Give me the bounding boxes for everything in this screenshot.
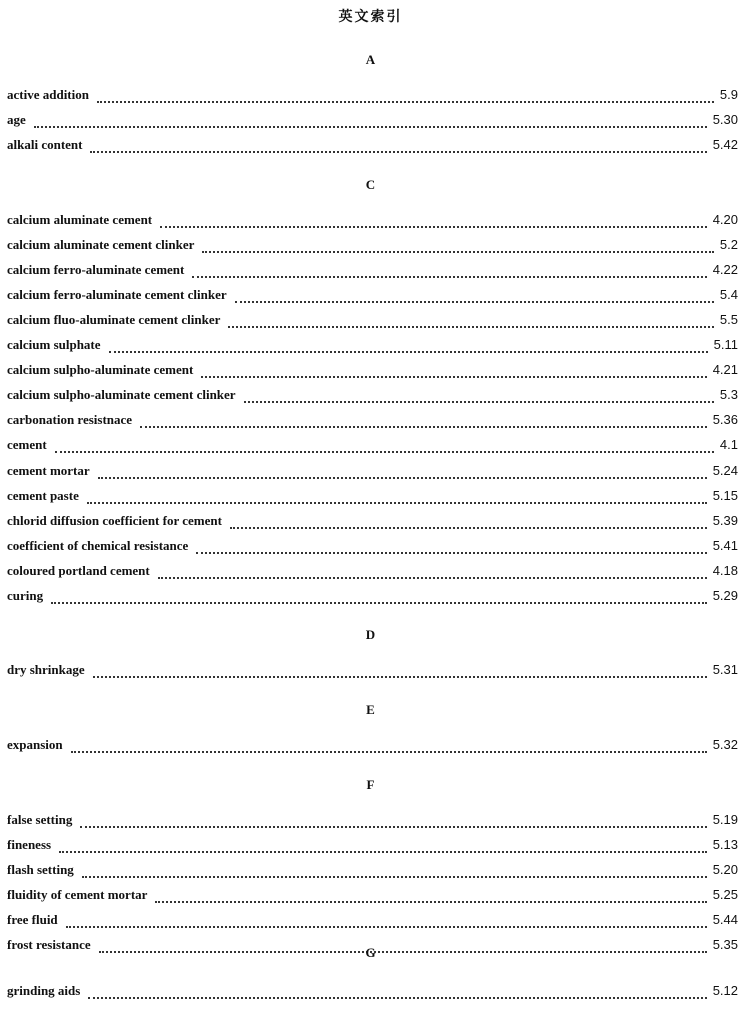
entry-page-number: 5.12 (712, 983, 738, 998)
dot-leader (97, 101, 714, 103)
entry-page-number: 5.19 (712, 812, 738, 827)
index-entry (7, 362, 738, 382)
dot-leader (88, 997, 706, 999)
entry-page-number: 5.9 (719, 87, 738, 102)
entry-term: calcium sulpho-aluminate cement clinker (7, 387, 236, 403)
index-entry (7, 662, 738, 682)
dot-leader (93, 676, 707, 678)
dot-leader (228, 326, 714, 328)
entry-page-number: 5.24 (712, 462, 738, 478)
entry-page-number: 5.11 (713, 337, 738, 353)
index-entry (7, 912, 738, 932)
entry-page-number: 5.15 (712, 487, 738, 503)
dot-leader (158, 577, 707, 579)
dot-leader (235, 301, 714, 303)
entry-term: grinding aids (7, 983, 81, 998)
dot-leader (109, 351, 708, 353)
section-letter-a: A (365, 52, 376, 67)
entry-term: cement (7, 437, 47, 453)
dot-leader (87, 502, 707, 504)
entry-page-number: 5.13 (712, 837, 738, 853)
entry-page-number: 5.36 (712, 412, 738, 428)
index-entry (7, 538, 738, 558)
entry-term: carbonation resistnace (7, 412, 133, 428)
entry-page-number: 5.4 (719, 287, 738, 303)
dot-leader (192, 276, 706, 278)
entry-page-number: 5.25 (712, 887, 738, 903)
entry-term: cement paste (7, 487, 79, 503)
entry-page-number: 5.44 (712, 912, 738, 928)
index-entry (7, 812, 738, 832)
index-entry (7, 862, 738, 882)
index-entry (7, 837, 738, 857)
entry-page-number: 5.31 (712, 662, 738, 677)
entry-page-number: 4.20 (712, 212, 738, 227)
entry-page-number: 5.2 (719, 237, 738, 253)
entry-term: frost resistance (7, 937, 91, 953)
entry-term: calcium fluo-aluminate cement clinker (7, 312, 221, 328)
index-entry (7, 887, 738, 907)
entry-page-number: 5.41 (712, 537, 738, 553)
entry-term: alkali content (7, 137, 83, 153)
dot-leader (66, 926, 707, 928)
dot-leader (160, 226, 707, 228)
entry-term: calcium ferro-aluminate cement (7, 262, 185, 278)
entry-page-number: 5.39 (712, 512, 738, 528)
index-entry (7, 463, 738, 483)
index-entry (7, 212, 738, 232)
index-entry (7, 337, 738, 357)
entry-term: calcium sulpho-aluminate cement (7, 362, 194, 378)
index-entry (7, 262, 738, 282)
entry-term: fineness (7, 837, 52, 853)
entry-page-number: 5.29 (712, 587, 738, 603)
index-entry (7, 488, 738, 508)
dot-leader (82, 876, 707, 878)
entry-term: age (7, 112, 26, 128)
dot-leader (51, 602, 707, 604)
index-entry (7, 287, 738, 307)
index-entry (7, 137, 738, 157)
index-entry (7, 112, 738, 132)
entry-term: cement mortar (7, 462, 90, 478)
entry-term: false setting (7, 812, 73, 827)
index-entry (7, 312, 738, 332)
entry-term: expansion (7, 737, 63, 752)
index-entry (7, 412, 738, 432)
entry-term: calcium aluminate cement clinker (7, 237, 195, 253)
dot-leader (34, 126, 707, 128)
entry-term: flash setting (7, 862, 74, 878)
index-entry (7, 513, 738, 533)
dot-leader (230, 527, 707, 529)
entry-page-number: 5.32 (712, 737, 738, 752)
entry-term: calcium ferro-aluminate cement clinker (7, 287, 227, 303)
dot-leader (140, 426, 707, 428)
dot-leader (59, 851, 707, 853)
entry-page-number: 5.20 (712, 862, 738, 878)
index-entry (7, 737, 738, 757)
entry-page-number: 4.22 (712, 262, 738, 278)
entry-term: free fluid (7, 912, 58, 928)
dot-leader (71, 751, 707, 753)
index-entry (7, 437, 738, 457)
entry-term: curing (7, 587, 44, 603)
entry-page-number: 4.21 (712, 362, 738, 378)
entry-term: dry shrinkage (7, 662, 85, 677)
page-title: 英文索引 (338, 9, 403, 25)
index-entry (7, 87, 738, 107)
index-entry (7, 387, 738, 407)
entry-term: calcium sulphate (7, 337, 101, 353)
section-letter-g: G (365, 945, 376, 960)
dot-leader (98, 477, 707, 479)
section-letter-e: E (366, 702, 375, 717)
dot-leader (55, 451, 714, 453)
dot-leader (155, 901, 706, 903)
index-entry (7, 563, 738, 583)
index-entry (7, 983, 738, 1003)
dot-leader (202, 251, 714, 253)
entry-page-number: 5.42 (712, 137, 738, 153)
entry-page-number: 5.35 (712, 937, 738, 953)
section-letter-c: C (365, 177, 376, 192)
entry-page-number: 5.5 (719, 312, 738, 328)
dot-leader (90, 151, 706, 153)
section-letter-d: D (365, 627, 376, 642)
index-entry (7, 588, 738, 608)
entry-page-number: 5.3 (719, 387, 738, 403)
index-entry (7, 237, 738, 257)
entry-page-number: 4.18 (712, 562, 738, 578)
entry-page-number: 5.30 (712, 112, 738, 128)
entry-term: coloured portland cement (7, 562, 150, 578)
entry-term: active addition (7, 87, 89, 102)
entry-term: chlorid diffusion coefficient for cement (7, 512, 222, 528)
dot-leader (80, 826, 706, 828)
dot-leader (196, 552, 706, 554)
dot-leader (201, 376, 706, 378)
section-letter-f: F (366, 777, 375, 792)
entry-term: calcium aluminate cement (7, 212, 153, 227)
entry-term: coefficient of chemical resistance (7, 537, 189, 553)
dot-leader (244, 401, 714, 403)
entry-page-number: 4.1 (719, 437, 738, 453)
entry-term: fluidity of cement mortar (7, 887, 148, 903)
